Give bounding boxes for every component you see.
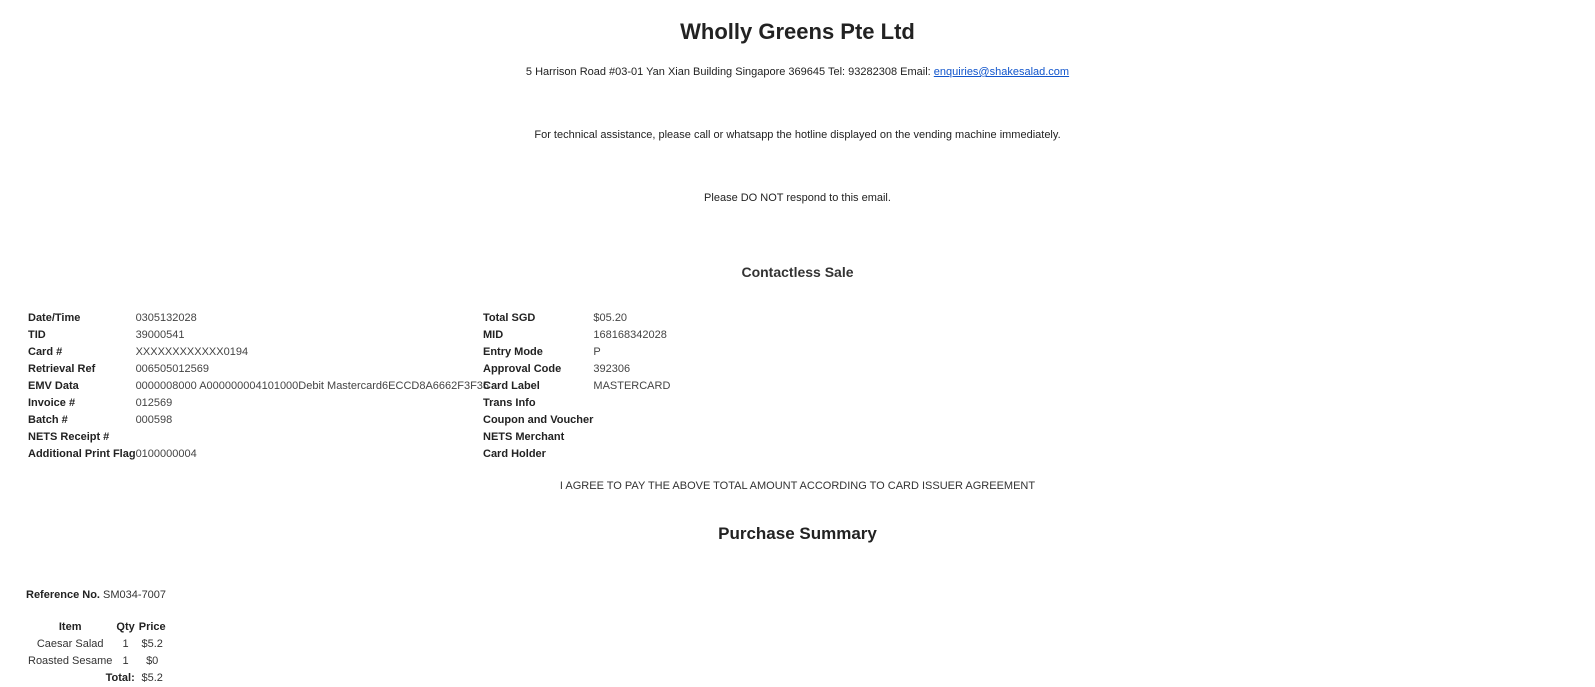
sale-heading: Contactless Sale: [741, 264, 854, 280]
detail-label: Batch #: [28, 414, 68, 426]
column-header-price: Price: [138, 621, 166, 633]
detail-row-mid: [483, 327, 670, 344]
detail-value: $05.20: [593, 312, 628, 324]
detail-label: Additional Print Flag: [28, 448, 136, 460]
detail-label: Approval Code: [483, 363, 562, 375]
detail-label: Card Label: [483, 380, 540, 392]
agreement-text: I AGREE TO PAY THE ABOVE TOTAL AMOUNT ACCORDING TO CARD ISSUER AGREEMENT: [559, 480, 1036, 492]
detail-value: 0100000004: [135, 448, 197, 460]
table-row: [26, 653, 168, 670]
detail-row-card-holder: [483, 446, 670, 463]
detail-value: MASTERCARD: [593, 380, 671, 392]
column-header-qty: Qty: [116, 621, 135, 633]
detail-label: Card Holder: [483, 448, 546, 460]
item-name: Roasted Sesame: [28, 655, 113, 667]
sale-details-right: [483, 310, 670, 463]
detail-row-tid: [28, 327, 489, 344]
address-text: 5 Harrison Road #03-01 Yan Xian Building Singapore 369645 Tel: 93282308 Email:: [525, 66, 934, 78]
detail-value: 012569: [135, 397, 173, 409]
detail-value: 000598: [135, 414, 173, 426]
detail-row-card-label: [483, 378, 670, 395]
detail-value: [593, 395, 670, 412]
sale-details-left: [28, 310, 489, 463]
detail-value: [593, 429, 670, 446]
detail-value: 392306: [593, 363, 631, 375]
detail-value: 168168342028: [593, 329, 667, 341]
detail-row-additional-print-flag: [28, 446, 489, 463]
detail-label: EMV Data: [28, 380, 79, 392]
detail-row-batch: [28, 412, 489, 429]
email-link[interactable]: enquiries@shakesalad.com: [933, 66, 1070, 78]
detail-value: [593, 446, 670, 463]
detail-label: Date/Time: [28, 312, 81, 324]
total-label: Total:: [105, 672, 135, 684]
technical-assistance-notice: For technical assistance, please call or whatsapp the hotline displayed on the vending machine immediately.: [534, 129, 1061, 141]
detail-row-invoice: [28, 395, 489, 412]
column-header-item: Item: [58, 621, 82, 633]
item-qty: 1: [122, 655, 129, 667]
item-price: $0: [146, 655, 159, 667]
reference-number: [26, 588, 166, 602]
detail-row-date-time: [28, 310, 489, 327]
detail-row-emv-data: [28, 378, 489, 395]
company-address: [0, 65, 1595, 79]
detail-label: MID: [483, 329, 504, 341]
reference-label: Reference No.: [26, 589, 100, 601]
detail-value: 39000541: [135, 329, 185, 341]
do-not-respond-notice: Please DO NOT respond to this email.: [704, 192, 891, 204]
detail-row-nets-receipt: [28, 429, 489, 446]
items-header-row: [26, 619, 168, 636]
table-row: [26, 636, 168, 653]
detail-label: Card #: [28, 346, 63, 358]
detail-value: [136, 429, 489, 446]
detail-row-coupon-voucher: [483, 412, 670, 429]
detail-value: P: [593, 346, 601, 358]
detail-label: Retrieval Ref: [28, 363, 96, 375]
item-qty: 1: [122, 638, 129, 650]
detail-value: [593, 412, 670, 429]
detail-row-approval-code: [483, 361, 670, 378]
detail-label: NETS Receipt #: [28, 431, 110, 443]
detail-label: Entry Mode: [483, 346, 543, 358]
detail-row-nets-merchant: [483, 429, 670, 446]
item-name: Caesar Salad: [36, 638, 104, 650]
detail-row-card-number: [28, 344, 489, 361]
detail-label: NETS Merchant: [483, 431, 565, 443]
detail-value: 006505012569: [135, 363, 209, 375]
purchase-summary-heading: Purchase Summary: [718, 524, 877, 543]
detail-row-trans-info: [483, 395, 670, 412]
detail-label: Trans Info: [483, 397, 536, 409]
detail-label: Total SGD: [483, 312, 536, 324]
detail-row-retrieval-ref: [28, 361, 489, 378]
purchase-items-table: [26, 619, 168, 687]
item-price: $5.2: [141, 638, 163, 650]
detail-value: 0000008000 A000000004101000Debit Mastercard6ECCD8A6662F3F35: [135, 380, 490, 392]
detail-row-total-sgd: [483, 310, 670, 327]
detail-label: Coupon and Voucher: [483, 414, 594, 426]
detail-label: Invoice #: [28, 397, 76, 409]
reference-value: SM034-7007: [103, 589, 167, 601]
detail-row-entry-mode: [483, 344, 670, 361]
company-name: Wholly Greens Pte Ltd: [680, 19, 915, 44]
total-value: $5.2: [141, 672, 163, 684]
detail-value: 0305132028: [135, 312, 197, 324]
detail-value: XXXXXXXXXXXX0194: [135, 346, 249, 358]
detail-label: TID: [28, 329, 46, 341]
total-row: [26, 670, 168, 687]
